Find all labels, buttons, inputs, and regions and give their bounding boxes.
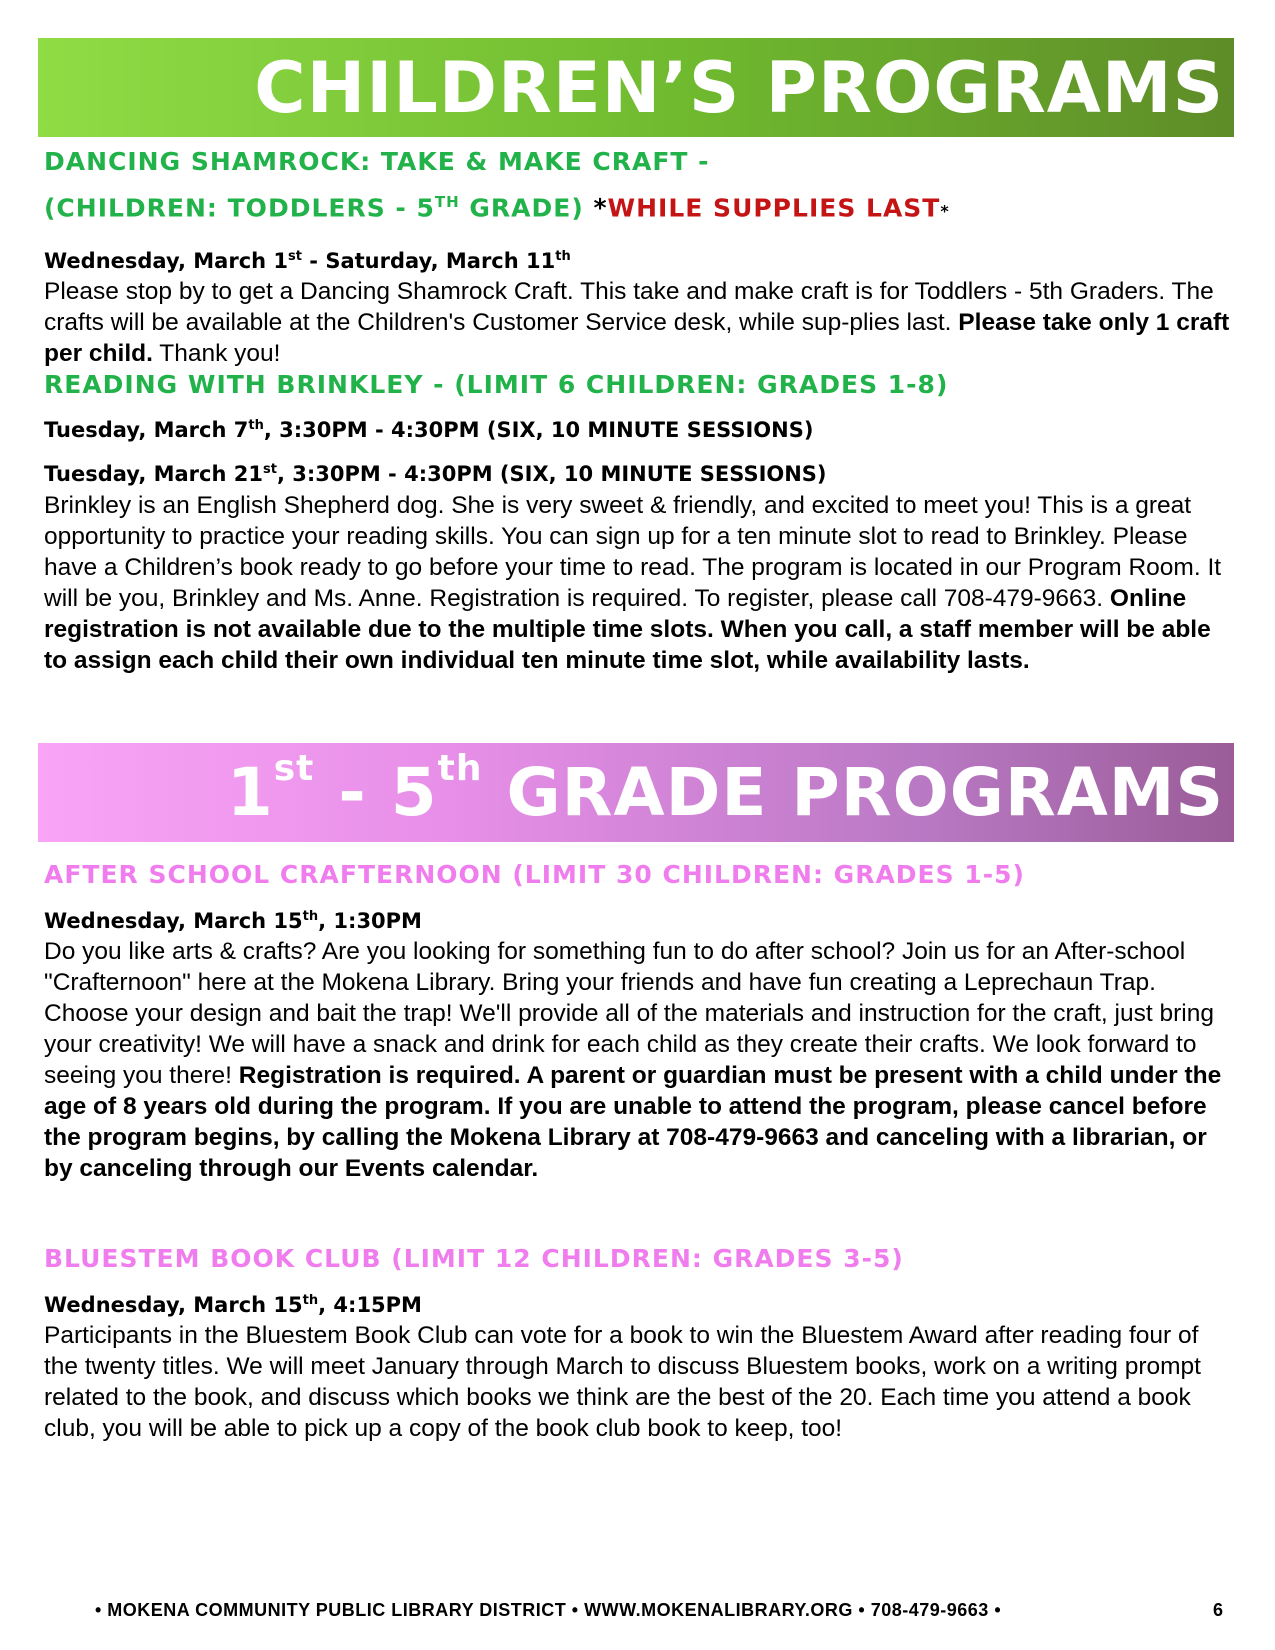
- banner-text: - 5: [314, 754, 438, 831]
- date-sup: th: [302, 1293, 319, 1308]
- body-text: Brinkley is an English Shepherd dog. She is very sweet & friendly, and excited to meet you! This is a great opportunity to practice your reading skills. You can sign up for a ten minute slot to read to Brinkley. Please have a Children’s book ready to go before your time to read. The program is located in our Program Room. It will be you, Brinkley and Ms. Anne. Registration is required. To register, please call 708-479-9663.: [44, 492, 1222, 612]
- event-date: [44, 902, 1234, 936]
- banner-title: [226, 748, 1224, 831]
- date-text: - Saturday, March 11: [302, 249, 556, 274]
- banner-sup: th: [437, 748, 483, 789]
- date-text: , 3:30PM - 4:30PM (SIX, 10 MINUTE SESSIONS): [276, 462, 827, 486]
- date-text: Tuesday, March 21: [44, 462, 263, 486]
- section-heading: [44, 143, 1234, 181]
- date-text: Wednesday, March 1: [44, 249, 289, 274]
- body-text: Thank you!: [152, 340, 281, 368]
- date-text: , 1:30PM: [318, 909, 422, 933]
- asterisk: *: [940, 201, 950, 221]
- footer-text: • MOKENA COMMUNITY PUBLIC LIBRARY DISTRICT • WWW.MOKENALIBRARY.ORG • 708-479-9663 •: [95, 1600, 1002, 1620]
- date-sup: th: [248, 418, 264, 433]
- date-sup: th: [302, 909, 319, 924]
- childrens-programs-banner: [38, 38, 1234, 137]
- heading-text: (CHILDREN: TODDLERS - 5: [44, 193, 435, 223]
- date-sup: th: [555, 249, 571, 265]
- event-date: [44, 1286, 1234, 1320]
- heading-line: DANCING SHAMROCK: TAKE & MAKE CRAFT -: [44, 147, 710, 176]
- body-bold: Registration is required. A parent or guardian must be present with a child under the age of 8 years old during the program. If you are unable to attend the program, please cancel before the program begins, by calling the Mokena Library at 708-479-9663 and canceling with a librarian, or by canceling through our Events calendar.: [44, 1062, 1222, 1182]
- shamrock-section: [44, 143, 1234, 369]
- bluestem-section: [44, 1242, 1234, 1444]
- event-description: [44, 936, 1234, 1184]
- event-date: [44, 454, 1234, 490]
- event-date: [44, 410, 1234, 446]
- grades-programs-banner: [38, 743, 1234, 842]
- event-description: [44, 276, 1234, 369]
- event-description: [44, 490, 1234, 676]
- body-text: Please stop by to get a Dancing Shamrock Craft. This take and make craft is for Toddlers - 5th Graders. The crafts will be available at the Children's Customer Service desk, while sup-plies last.: [44, 278, 1214, 337]
- brinkley-section: [44, 368, 1234, 676]
- banner-text: GRADE PROGRAMS: [482, 754, 1224, 831]
- page-number: 6: [1213, 1600, 1224, 1620]
- heading-text: GRADE): [459, 193, 594, 223]
- date-sup: st: [288, 249, 302, 265]
- body-bold: Please take only 1 craft per child.: [44, 309, 1230, 368]
- event-description: Participants in the Bluestem Book Club can vote for a book to win the Bluestem Award after reading four of the twenty titles. We will meet January through March to discuss Bluestem books, work on a writing prompt related to the book, and discuss which books we think are the best of the 20. Each time you attend a book club, you will be able to pick up a copy of the book club book to keep, too!: [44, 1322, 1201, 1442]
- banner-sup: st: [273, 748, 315, 789]
- date-sup: st: [262, 462, 277, 477]
- section-heading: AFTER SCHOOL CRAFTERNOON (LIMIT 30 CHILDREN: GRADES 1-5): [44, 860, 1025, 889]
- warning-text: WHILE SUPPLIES LAST: [607, 193, 941, 223]
- date-text: Wednesday, March 15: [44, 909, 303, 933]
- section-heading: [44, 181, 1234, 232]
- asterisk: *: [593, 193, 608, 223]
- body-bold: Online registration is not available due to the multiple time slots. When you call, a staff member will be able to assign each child their own individual ten minute time slot, while availability lasts.: [44, 585, 1211, 674]
- date-text: , 3:30PM - 4:30PM (SIX, 10 MINUTE SESSIONS): [263, 418, 814, 442]
- section-heading: READING WITH BRINKLEY - (LIMIT 6 CHILDREN: GRADES 1-8): [44, 370, 949, 399]
- event-date: [44, 242, 1234, 276]
- banner-title: CHILDREN’S PROGRAMS: [254, 46, 1224, 129]
- crafternoon-section: [44, 858, 1234, 1184]
- section-heading: BLUESTEM BOOK CLUB (LIMIT 12 CHILDREN: GRADES 3-5): [44, 1244, 904, 1273]
- date-text: , 4:15PM: [318, 1293, 422, 1317]
- heading-sup: TH: [434, 193, 460, 211]
- date-text: Tuesday, March 7: [44, 418, 249, 442]
- date-text: Wednesday, March 15: [44, 1293, 303, 1317]
- banner-text: 1: [226, 754, 274, 831]
- body-text: Do you like arts & crafts? Are you looking for something fun to do after school? Join us for an After-school "Crafternoon" here at the Mokena Library. Bring your friends and have fun creating a Leprechaun Trap. Choose your design and bait the trap! We'll provide all of the materials and instruction for the craft, just bring your creativity! We will have a snack and drink for each child as they create their crafts. We look forward to seeing you there!: [44, 938, 1214, 1089]
